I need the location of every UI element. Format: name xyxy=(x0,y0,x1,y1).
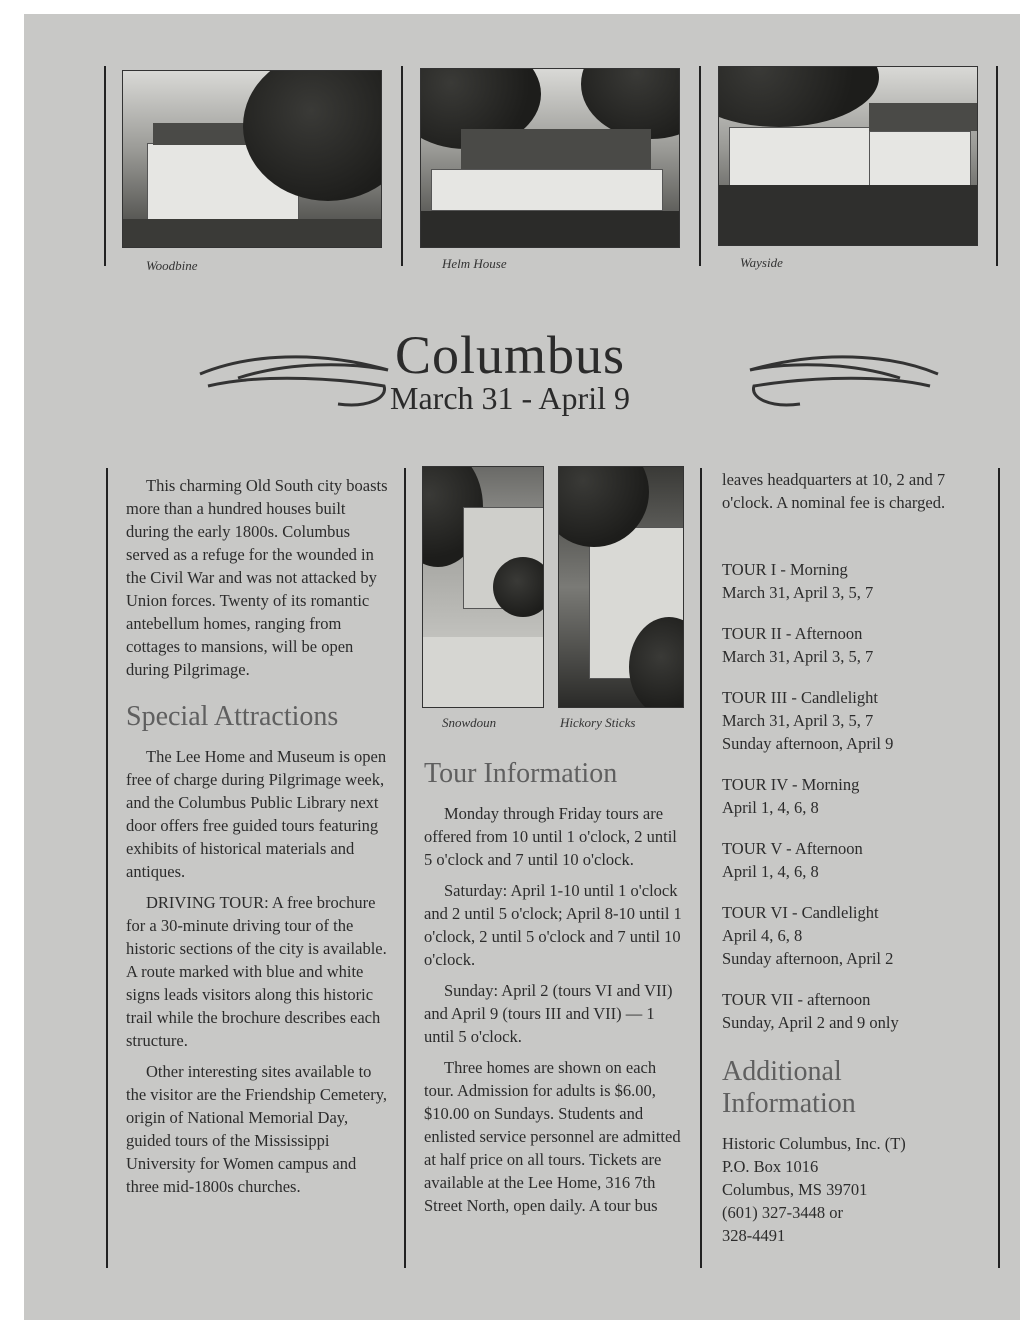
column-rule xyxy=(104,66,106,266)
right-column xyxy=(722,468,984,1247)
column-rule xyxy=(106,468,108,1268)
address-line: Historic Columbus, Inc. (T) xyxy=(722,1134,906,1153)
paragraph: Sunday: April 2 (tours VI and VII) and April 9 (tours III and VII) — 1 until 5 o'clock. xyxy=(424,981,673,1046)
tour-name: TOUR IV - Morning xyxy=(722,775,860,794)
right-swash-ornament xyxy=(740,352,940,412)
additional-information-heading xyxy=(722,1056,984,1120)
intro-paragraph: This charming Old South city boasts more than a hundred houses built during the early 1800s. Columbus served as a refuge for the wounded in the Civil War and was not attacked by Union forces. Twenty of its romantic antebellum homes, ranging from cottages to mansions, will be open during Pilgrimage. xyxy=(126,476,388,679)
column-rule xyxy=(700,468,702,1268)
tour-dates: March 31, April 3, 5, 7 xyxy=(722,647,874,666)
tour-schedule xyxy=(722,988,984,1034)
column-rule xyxy=(401,66,403,266)
tour-dates: April 4, 6, 8 xyxy=(722,926,803,945)
paragraph: Saturday: April 1-10 until 1 o'clock and 2 until 5 o'clock; April 8-10 until 1 o'clock, 2 until 5 o'clock and 7 until 10 o'clock. xyxy=(424,881,682,969)
tour-schedule xyxy=(722,837,984,883)
contact-address xyxy=(722,1132,984,1247)
left-swash-ornament xyxy=(198,352,398,412)
caption-helm-house: Helm House xyxy=(442,256,507,271)
address-line: (601) 327-3448 or xyxy=(722,1203,843,1222)
paragraph: DRIVING TOUR: A free brochure for a 30-minute driving tour of the historic sections of the city is available. A route marked with blue and white signs leads visitors along this historic trail while the brochure describes each structure. xyxy=(126,893,387,1050)
caption-woodbine: Woodbine xyxy=(146,258,198,273)
column-rule xyxy=(404,468,406,1268)
tour-schedule xyxy=(722,558,984,604)
tour-name: TOUR V - Afternoon xyxy=(722,839,863,858)
paragraph: Other interesting sites available to the visitor are the Friendship Cemetery, origin of National Memorial Day, guided tours of the Mississippi University for Women campus and three mid-1800s churches. xyxy=(126,1062,388,1196)
title-city: Columbus xyxy=(394,325,626,385)
column-rule xyxy=(996,66,998,266)
photo-snowdoun xyxy=(422,466,544,708)
tour-name: TOUR II - Afternoon xyxy=(722,624,863,643)
tour-name: TOUR VII - afternoon xyxy=(722,990,871,1009)
tour-dates: March 31, April 3, 5, 7 xyxy=(722,583,874,602)
caption-hickory-sticks: Hickory Sticks xyxy=(560,715,636,730)
title-dates: March 31 - April 9 xyxy=(390,380,630,416)
continued-paragraph: leaves headquarters at 10, 2 and 7 o'clock. A nominal fee is charged. xyxy=(722,470,946,512)
tour-dates: April 1, 4, 6, 8 xyxy=(722,862,819,881)
address-line: 328-4491 xyxy=(722,1226,786,1245)
special-attractions-heading: Special Attractions xyxy=(126,701,339,732)
tour-schedule xyxy=(722,686,984,755)
photo-wayside xyxy=(718,66,978,246)
paragraph: The Lee Home and Museum is open free of charge during Pilgrimage week, and the Columbus Public Library next door offers free guided tours featuring exhibits of historical materials and antiques. xyxy=(126,747,387,881)
caption-snowdoun: Snowdoun xyxy=(442,715,497,730)
caption-wayside: Wayside xyxy=(740,255,783,270)
tour-name: TOUR III - Candlelight xyxy=(722,688,878,707)
photo-helm-house xyxy=(420,68,680,248)
tour-dates: Sunday afternoon, April 2 xyxy=(722,949,894,968)
paragraph: Three homes are shown on each tour. Admission for adults is $6.00, $10.00 on Sundays. Students and enlisted service personnel are admitted at half price on all tours. Tickets are available at the Lee Home, 316 7th Street North, open daily. A tour bus xyxy=(424,1058,681,1215)
tour-schedule xyxy=(722,901,984,970)
tour-dates: April 1, 4, 6, 8 xyxy=(722,798,819,817)
tour-dates: Sunday afternoon, April 9 xyxy=(722,734,894,753)
photo-woodbine xyxy=(122,70,382,248)
photo-hickory-sticks xyxy=(558,466,684,708)
heading-line: Additional xyxy=(722,1056,842,1087)
tour-name: TOUR VI - Candlelight xyxy=(722,903,879,922)
tour-schedule xyxy=(722,622,984,668)
heading-line: Information xyxy=(722,1088,856,1119)
tour-dates: March 31, April 3, 5, 7 xyxy=(722,711,874,730)
address-line: Columbus, MS 39701 xyxy=(722,1180,868,1199)
tour-name: TOUR I - Morning xyxy=(722,560,848,579)
paragraph: Monday through Friday tours are offered from 10 until 1 o'clock, 2 until 5 o'clock and 7 until 10 o'clock. xyxy=(424,804,677,869)
column-rule xyxy=(998,468,1000,1268)
column-rule xyxy=(699,66,701,266)
tour-information-heading: Tour Information xyxy=(424,758,618,789)
tour-schedule xyxy=(722,773,984,819)
middle-column xyxy=(424,744,686,1225)
tour-dates: Sunday, April 2 and 9 only xyxy=(722,1013,899,1032)
left-column xyxy=(126,474,388,1206)
address-line: P.O. Box 1016 xyxy=(722,1157,819,1176)
